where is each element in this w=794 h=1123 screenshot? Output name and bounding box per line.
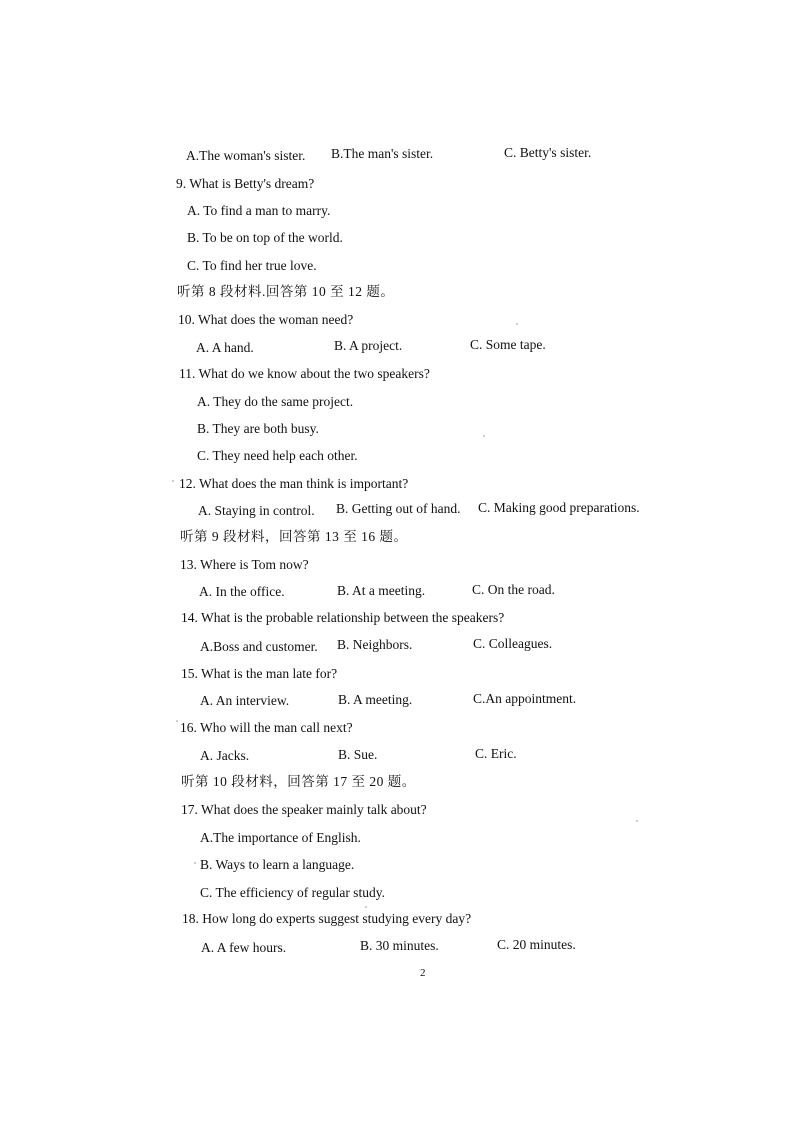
q10-option-a: A. A hand. <box>196 340 254 355</box>
q8-option-b: B.The man's sister. <box>331 146 434 161</box>
q9-option-b: B. To be on top of the world. <box>187 230 343 245</box>
q14-option-c: C. Colleagues. <box>473 636 553 651</box>
q10-option-b: B. A project. <box>334 338 403 353</box>
q17-question: 17. What does the speaker mainly talk about? <box>181 802 427 817</box>
q12-question: 12. What does the man think is important? <box>179 476 409 491</box>
scan-speck <box>172 480 174 482</box>
q12-option-c: C. Making good preparations. <box>478 500 640 515</box>
page-number: 2 <box>420 967 426 979</box>
q18-question: 18. How long do experts suggest studying every day? <box>182 911 472 926</box>
q15-option-c: C.An appointment. <box>473 691 577 706</box>
scan-speck <box>636 820 638 822</box>
q15-question: 15. What is the man late for? <box>181 666 338 681</box>
q17-option-a: A.The importance of English. <box>200 830 361 845</box>
q13-option-a: A. In the office. <box>199 584 285 599</box>
q10-question: 10. What does the woman need? <box>178 312 354 327</box>
q11-option-b: B. They are both busy. <box>197 421 319 436</box>
q8-option-a: A.The woman's sister. <box>186 148 306 163</box>
q16-option-a: A. Jacks. <box>200 748 250 763</box>
scan-speck <box>194 862 196 864</box>
q9-option-a: A. To find a man to marry. <box>187 203 331 218</box>
scan-speck <box>483 435 485 437</box>
q10-option-c: C. Some tape. <box>470 337 546 352</box>
q13-question: 13. Where is Tom now? <box>180 557 309 572</box>
scan-speck <box>365 906 367 908</box>
q12-option-a: A. Staying in control. <box>198 503 315 518</box>
q11-option-a: A. They do the same project. <box>197 394 354 409</box>
section-10-instruction: 听第 10 段材料，回答第 17 至 20 题。 <box>181 774 416 789</box>
q13-option-c: C. On the road. <box>472 582 555 597</box>
q18-option-a: A. A few hours. <box>201 940 287 955</box>
q14-option-a: A.Boss and customer. <box>200 639 318 654</box>
q18-option-b: B. 30 minutes. <box>360 938 439 953</box>
scan-speck <box>176 720 178 722</box>
q16-option-b: B. Sue. <box>338 747 378 762</box>
q14-option-b: B. Neighbors. <box>337 637 413 652</box>
q16-option-c: C. Eric. <box>475 746 517 761</box>
q16-question: 16. Who will the man call next? <box>180 720 353 735</box>
q13-option-b: B. At a meeting. <box>337 583 426 598</box>
q9-option-c: C. To find her true love. <box>187 258 317 273</box>
q12-option-b: B. Getting out of hand. <box>336 501 461 516</box>
q15-option-b: B. A meeting. <box>338 692 413 707</box>
q9-question: 9. What is Betty's dream? <box>176 176 315 191</box>
q11-option-c: C. They need help each other. <box>197 448 358 463</box>
scan-speck <box>516 323 518 325</box>
q17-option-b: B. Ways to learn a language. <box>200 857 355 872</box>
q18-option-c: C. 20 minutes. <box>497 937 576 952</box>
section-8-instruction: 听第 8 段材料.回答第 10 至 12 题。 <box>177 284 395 299</box>
q8-option-c: C. Betty's sister. <box>504 145 592 160</box>
section-9-instruction: 听第 9 段材料，回答第 13 至 16 题。 <box>180 529 408 544</box>
q11-question: 11. What do we know about the two speakers? <box>179 366 430 381</box>
q17-option-c: C. The efficiency of regular study. <box>200 885 385 900</box>
q14-question: 14. What is the probable relationship between the speakers? <box>181 610 505 625</box>
q15-option-a: A. An interview. <box>200 693 290 708</box>
